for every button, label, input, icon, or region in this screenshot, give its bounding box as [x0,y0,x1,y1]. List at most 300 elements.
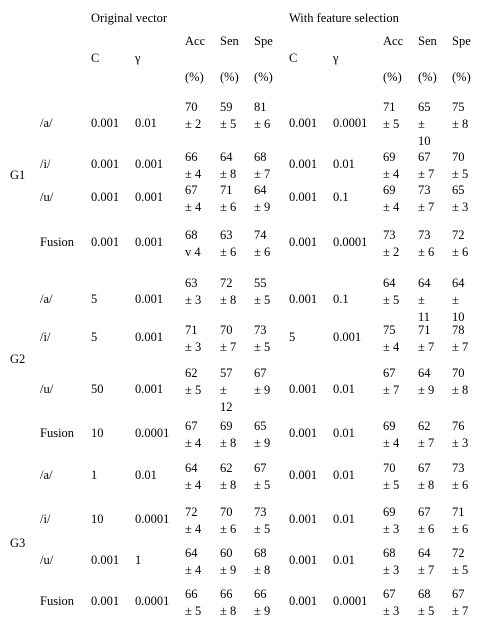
cell-line: 67 [383,587,396,601]
cell-line: 67 [452,587,465,601]
cell-line: 70 [383,461,396,475]
cell-c1: 10 [91,426,104,440]
cell-c2: 0.001 [289,468,318,482]
cell-line: ± 5 [452,563,469,577]
cell-line: 10 [418,134,431,148]
cell-line: v 4 [185,245,201,259]
cell-spe2 [452,99,468,133]
cell-line: 62 [220,461,233,475]
cell-acc2 [383,322,399,356]
cell-line: 67 [254,461,267,475]
cell-line: 72 [452,546,465,560]
cell-line: ± 7 [418,340,435,354]
cell-line: 67 [383,366,396,380]
cell-sen1 [220,460,236,494]
cell-vowel: Fusion [40,235,75,249]
cell-c2: 0.001 [289,157,318,171]
cell-line: ± 6 [254,245,271,259]
col-c-original: C [91,51,100,65]
cell-acc2 [383,99,399,133]
cell-line: 68 [418,587,431,601]
cell-line: ± 5 [418,604,435,618]
cell-line: 74 [254,228,267,242]
group-label: G1 [10,168,26,182]
cell-c2: 0.001 [289,426,318,440]
col-spe-original: Spe [254,34,273,48]
cell-acc2 [383,418,399,452]
cell-line: ± 6 [220,200,237,214]
cell-line: ± 8 [452,117,469,131]
col-c-feature: C [289,51,298,65]
cell-line: ± 6 [418,522,435,536]
cell-line: 71 [383,100,396,114]
cell-line: 62 [185,366,198,380]
cell-sen2 [418,275,431,326]
cell-line: ± 3 [383,563,400,577]
pct-sen-feature: (%) [418,70,437,84]
cell-line: ± 4 [185,436,202,450]
cell-spe1 [254,504,270,538]
cell-line: ± 6 [220,245,237,259]
cell-sen1 [220,99,236,133]
cell-line: 70 [185,100,198,114]
cell-vowel: /u/ [40,553,54,567]
cell-line: ± 3 [383,522,400,536]
cell-acc2 [383,586,399,620]
cell-line: 64 [383,276,396,290]
cell-c2: 0.001 [289,115,318,130]
cell-g2: 0.01 [333,553,355,567]
cell-c2: 0.001 [289,381,318,396]
cell-c1: 10 [91,512,104,526]
cell-line: ± 8 [254,563,271,577]
cell-spe1 [254,182,270,216]
cell-line: ± 8 [220,293,237,307]
cell-c2: 0.001 [289,512,318,526]
cell-line: 70 [452,150,465,164]
cell-line: ± 5 [254,340,271,354]
cell-line: ± 3 [452,436,469,450]
cell-g2: 0.01 [333,468,355,482]
cell-line: 64 [254,183,267,197]
cell-c2: 0.001 [289,553,318,567]
cell-line: 64 [185,546,198,560]
cell-acc2 [383,365,399,399]
cell-line: ± 4 [383,340,400,354]
cell-sen2 [418,99,431,150]
cell-spe2 [452,182,468,216]
cell-line: 64 [220,150,233,164]
cell-line: 66 [220,587,233,601]
cell-line: ± 5 [383,117,400,131]
cell-vowel: /a/ [40,115,53,130]
cell-vowel: /i/ [40,157,51,171]
cell-c2: 0.001 [289,235,318,249]
cell-line: 71 [418,323,431,337]
cell-line: ± 8 [452,383,469,397]
cell-line: 76 [452,419,465,433]
cell-line: ± 4 [185,563,202,577]
cell-g2: 0.0001 [333,115,368,130]
cell-line: 73 [452,461,465,475]
group-label: G3 [10,536,26,550]
cell-line: ± 6 [220,522,237,536]
cell-g2: 0.01 [333,426,355,440]
cell-sen1 [220,227,236,261]
cell-line: ± 8 [220,478,237,492]
cell-line: 65 [418,100,431,114]
cell-line: ± 3 [452,200,469,214]
cell-line: ± 3 [383,604,400,618]
cell-spe1 [254,586,270,620]
cell-line: ± 7 [418,563,435,577]
cell-acc1 [185,182,201,216]
cell-line: ± 3 [185,340,202,354]
cell-line: ± 4 [185,478,202,492]
cell-line: ± 3 [185,293,202,307]
cell-line: ± 4 [383,200,400,214]
cell-line: 71 [220,183,233,197]
cell-acc1 [185,460,201,494]
cell-line: ± 5 [254,293,271,307]
cell-g1: 0.0001 [135,594,170,608]
cell-vowel: /u/ [40,381,54,396]
cell-line: ± 6 [418,245,435,259]
cell-line: ± 4 [185,167,202,181]
cell-acc2 [383,182,399,216]
cell-g1: 0.0001 [135,512,170,526]
cell-sen2 [418,322,434,356]
cell-line: 57 [220,366,233,380]
cell-line: 68 [185,228,198,242]
cell-line: ± 4 [383,436,400,450]
cell-g2: 0.01 [333,157,355,171]
cell-spe2 [452,227,468,261]
cell-spe1 [254,275,270,309]
cell-g1: 0.01 [135,468,157,482]
cell-sen1 [220,586,236,620]
cell-g2: 0.0001 [333,235,368,249]
cell-line: ± 5 [383,293,400,307]
cell-line: ± 5 [220,117,237,131]
cell-vowel: /i/ [40,330,51,344]
cell-line: 72 [220,276,233,290]
cell-line: 81 [254,100,267,114]
cell-acc1 [185,586,201,620]
cell-g1: 0.001 [135,190,164,204]
cell-line: ± 8 [220,436,237,450]
cell-line: 67 [418,505,431,519]
cell-sen1 [220,182,236,216]
cell-sen2 [418,149,434,183]
cell-line: ± 5 [254,478,271,492]
cell-line: ± 9 [254,383,271,397]
cell-acc2 [383,227,399,261]
col-acc-feature: Acc [383,34,404,48]
pct-acc-feature: (%) [383,70,402,84]
cell-g2: 0.1 [333,190,349,204]
cell-acc1 [185,149,201,183]
cell-acc1 [185,275,201,309]
cell-sen1 [220,365,233,416]
cell-c1: 0.001 [91,190,120,204]
cell-line: ± 9 [220,563,237,577]
cell-vowel: /a/ [40,291,53,306]
cell-line: ± 9 [254,604,271,618]
cell-c2: 0.001 [289,291,318,306]
cell-c1: 1 [91,468,98,482]
cell-g2: 0.01 [333,381,355,396]
cell-line: ± 5 [185,383,202,397]
cell-g1: 0.0001 [135,426,170,440]
cell-line: 72 [452,228,465,242]
cell-spe2 [452,418,468,452]
cell-line: 73 [254,323,267,337]
cell-c1: 0.001 [91,553,120,567]
cell-line: ± 6 [452,478,469,492]
cell-line: 64 [418,546,431,560]
cell-line: ± 5 [383,478,400,492]
cell-spe2 [452,322,468,356]
cell-line: 75 [383,323,396,337]
cell-acc1 [185,418,201,452]
cell-line: ± 9 [254,436,271,450]
cell-spe2 [452,545,468,579]
cell-spe1 [254,418,270,452]
col-gamma-feature: γ [333,51,339,65]
cell-line: 11 [418,310,431,324]
cell-line: 66 [254,587,267,601]
cell-line: 67 [185,419,198,433]
cell-line: ± 7 [418,167,435,181]
cell-spe1 [254,99,270,133]
cell-sen2 [418,504,434,538]
cell-line: ± 7 [452,340,469,354]
cell-sen2 [418,365,434,399]
cell-line: ± 5 [254,522,271,536]
cell-sen2 [418,227,434,261]
cell-line: 10 [452,310,465,324]
cell-line: ± 9 [418,383,435,397]
pct-spe-original: (%) [254,70,273,84]
cell-g1: 0.001 [135,235,164,249]
group-label: G2 [10,352,26,366]
cell-spe2 [452,504,468,538]
cell-line: ± 9 [254,200,271,214]
cell-line: 64 [418,366,431,380]
cell-line: 67 [185,183,198,197]
cell-sen1 [220,322,236,356]
cell-spe1 [254,149,270,183]
cell-line: 75 [452,100,465,114]
cell-line: ± 7 [418,436,435,450]
cell-spe2 [452,149,468,183]
cell-spe2 [452,365,468,399]
cell-line: 66 [185,587,198,601]
cell-c2: 0.001 [289,190,318,204]
cell-line: 63 [185,276,198,290]
cell-line: 73 [418,228,431,242]
cell-line: ± [452,293,459,307]
cell-acc1 [185,227,201,261]
cell-g2: 0.0001 [333,594,368,608]
col-gamma-original: γ [135,51,141,65]
cell-vowel: Fusion [40,426,75,440]
cell-line: ± [418,117,425,131]
col-sen-feature: Sen [418,34,437,48]
cell-g1: 1 [135,553,142,567]
cell-line: 64 [418,276,431,290]
cell-g2: 0.1 [333,291,349,306]
cell-line: 60 [220,546,233,560]
col-sen-original: Sen [220,34,239,48]
cell-sen2 [418,182,434,216]
cell-g2: 0.001 [333,330,362,344]
cell-line: 73 [418,183,431,197]
cell-line: 67 [418,150,431,164]
cell-acc2 [383,545,399,579]
cell-line: 67 [418,461,431,475]
cell-vowel: Fusion [40,594,75,608]
cell-g1: 0.01 [135,115,157,130]
cell-line: 69 [383,150,396,164]
cell-sen1 [220,545,236,579]
cell-line: ± 4 [185,522,202,536]
cell-line: ± 7 [383,383,400,397]
header-original-vector: Original vector [91,11,168,25]
cell-c1: 0.001 [91,235,120,249]
cell-line: 69 [383,183,396,197]
cell-spe1 [254,545,270,579]
cell-acc1 [185,322,201,356]
cell-spe1 [254,227,270,261]
cell-line: 73 [383,228,396,242]
cell-acc2 [383,149,399,183]
col-acc-original: Acc [185,34,206,48]
cell-acc1 [185,99,201,133]
cell-g2: 0.01 [333,512,355,526]
pct-acc-original: (%) [185,70,204,84]
cell-line: ± 8 [220,604,237,618]
cell-g1: 0.001 [135,291,164,306]
cell-c1: 0.001 [91,115,120,130]
cell-spe1 [254,365,270,399]
cell-c1: 0.001 [91,157,120,171]
cell-g1: 0.001 [135,381,164,396]
cell-acc1 [185,365,201,399]
cell-c1: 0.001 [91,594,120,608]
cell-line: 59 [220,100,233,114]
cell-spe1 [254,322,270,356]
cell-sen1 [220,149,236,183]
cell-line: ± 2 [185,117,202,131]
cell-line: ± [220,383,227,397]
cell-sen2 [418,586,434,620]
cell-line: ± 7 [220,340,237,354]
pct-spe-feature: (%) [452,70,471,84]
cell-line: ± 6 [254,117,271,131]
cell-line: 70 [220,323,233,337]
cell-line: ± 2 [383,245,400,259]
cell-g1: 0.001 [135,157,164,171]
cell-line: 65 [452,183,465,197]
cell-vowel: /a/ [40,468,53,482]
pct-sen-original: (%) [220,70,239,84]
cell-line: ± 4 [383,167,400,181]
cell-g1: 0.001 [135,330,164,344]
cell-line: ± 7 [254,167,271,181]
cell-line: ± 5 [452,167,469,181]
cell-line: ± 5 [185,604,202,618]
cell-sen1 [220,275,236,309]
cell-spe1 [254,460,270,494]
cell-c2: 5 [289,330,296,344]
cell-line: 67 [254,366,267,380]
cell-spe2 [452,460,468,494]
cell-line: ± [418,293,425,307]
cell-line: 64 [185,461,198,475]
cell-spe2 [452,275,465,326]
cell-line: 55 [254,276,267,290]
cell-line: 68 [383,546,396,560]
cell-line: 70 [220,505,233,519]
cell-c1: 50 [91,381,104,396]
cell-line: 70 [452,366,465,380]
cell-acc2 [383,460,399,494]
cell-line: ± 6 [452,245,469,259]
cell-line: 71 [185,323,198,337]
cell-line: 69 [383,505,396,519]
cell-line: 69 [220,419,233,433]
cell-line: ± 6 [452,522,469,536]
cell-line: ± 4 [185,200,202,214]
cell-sen2 [418,418,434,452]
cell-line: 71 [452,505,465,519]
cell-line: 66 [185,150,198,164]
cell-vowel: /u/ [40,190,54,204]
cell-sen1 [220,418,236,452]
cell-line: ± 7 [452,604,469,618]
cell-line: 78 [452,323,465,337]
cell-c1: 5 [91,330,98,344]
cell-line: ± 8 [418,478,435,492]
cell-line: 64 [452,276,465,290]
cell-c1: 5 [91,291,98,306]
cell-line: ± 8 [220,167,237,181]
cell-sen1 [220,504,236,538]
header-feature-selection: With feature selection [289,11,399,25]
cell-line: 12 [220,400,233,414]
cell-c2: 0.001 [289,594,318,608]
cell-acc1 [185,545,201,579]
cell-line: 69 [383,419,396,433]
cell-vowel: /i/ [40,512,51,526]
cell-line: 65 [254,419,267,433]
cell-acc2 [383,504,399,538]
cell-line: 68 [254,546,267,560]
cell-line: 63 [220,228,233,242]
cell-line: ± 7 [418,200,435,214]
cell-sen2 [418,545,434,579]
cell-acc2 [383,275,399,309]
cell-acc1 [185,504,201,538]
cell-spe2 [452,586,468,620]
cell-sen2 [418,460,434,494]
cell-line: 62 [418,419,431,433]
cell-line: 73 [254,505,267,519]
col-spe-feature: Spe [452,34,471,48]
cell-line: 72 [185,505,198,519]
